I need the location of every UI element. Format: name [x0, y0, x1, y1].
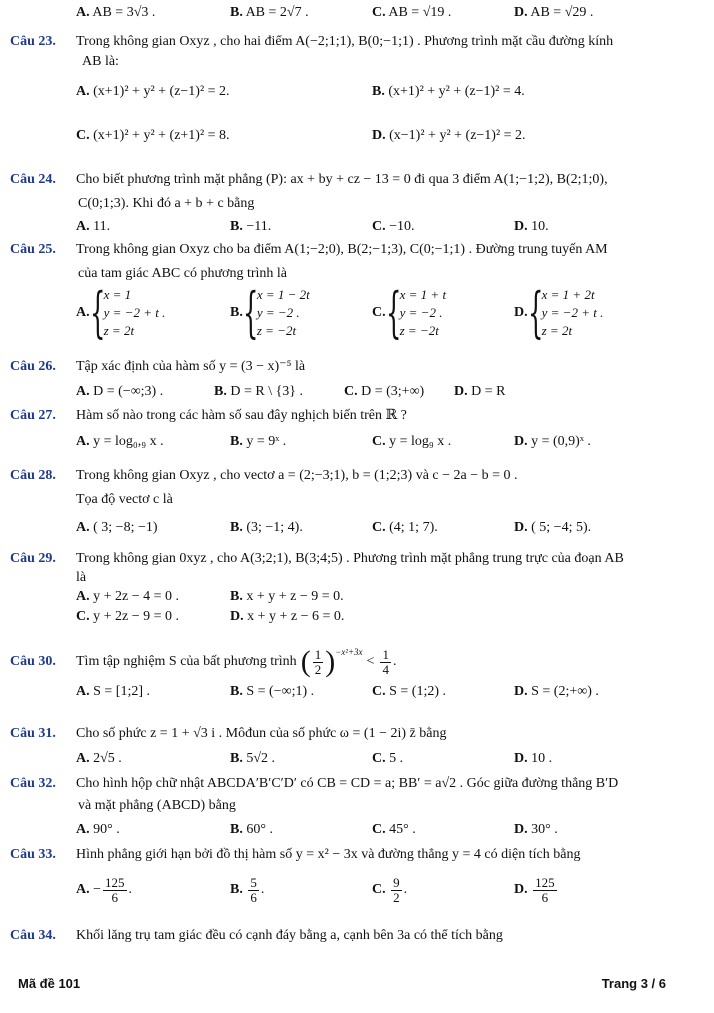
- option-b: B. −11.: [230, 219, 272, 234]
- option-label: A.: [76, 751, 90, 766]
- option-label: D.: [372, 128, 386, 143]
- system-row: y = −2 .: [399, 305, 443, 320]
- option-c: C. (x+1)² + y² + (z+1)² = 8.: [76, 128, 230, 143]
- option-label: C.: [372, 434, 386, 449]
- option-label: A.: [76, 882, 90, 897]
- question-number: Câu 24.: [10, 172, 56, 187]
- option-b: B. D = R \ {3} .: [214, 384, 304, 399]
- option-b: B. S = (−∞;1) .: [230, 684, 315, 699]
- option-b: B. $\frac{5}{6}$ .: [230, 873, 264, 907]
- option-c: C. AB = √19 .: [372, 5, 452, 20]
- option-label: B.: [230, 219, 243, 234]
- question-text: Hàm số nào trong các hàm số sau đây nghịch biến trên ℝ ?: [76, 408, 407, 423]
- question-32: [10, 774, 694, 794]
- option-b: B. 5√2 .: [230, 751, 276, 766]
- option-d: D. x + y + z − 6 = 0.: [230, 609, 345, 624]
- brace-icon: {: [527, 281, 544, 344]
- option-label: D.: [514, 684, 528, 699]
- option-c: [372, 281, 447, 344]
- system-row: x = 1 − 2t: [256, 287, 310, 302]
- option-label: C.: [372, 219, 386, 234]
- option-a: A. (x+1)² + y² + (z−1)² = 2.: [76, 84, 230, 99]
- question-text: Trong không gian Oxyz cho ba điểm A(1;−2;0), B(2;−1;3), C(0;−1;1) . Đường trung tuyến AM: [76, 242, 608, 257]
- option-d: D. AB = √29 .: [514, 5, 594, 20]
- option-d: D. y = (0,9)ˣ .: [514, 434, 591, 449]
- option-label: D.: [514, 5, 528, 20]
- brace-icon: {: [89, 281, 106, 344]
- option-d: D. (x−1)² + y² + (z−1)² = 2.: [372, 128, 526, 143]
- fraction: $\frac{9}{2}$: [393, 874, 400, 905]
- option-b: B. AB = 2√7 .: [230, 5, 309, 20]
- system-row: z = 2t: [541, 323, 573, 338]
- option-label: C.: [76, 128, 90, 143]
- option-label: C.: [372, 5, 386, 20]
- question-29: [10, 549, 694, 569]
- option-a: [76, 281, 166, 344]
- option-label: C.: [372, 684, 386, 699]
- option-label: D.: [514, 520, 528, 535]
- option-c: C. (4; 1; 7).: [372, 520, 438, 535]
- period: .: [392, 654, 397, 669]
- fraction: $\frac{5}{6}$: [250, 874, 257, 905]
- option-label: A.: [76, 5, 90, 20]
- fraction: $\frac{125}{6}$: [535, 874, 555, 905]
- minus-sign: −: [93, 882, 102, 897]
- question-text-cont: của tam giác ABC có phương trình là: [78, 266, 288, 281]
- system-row: x = 1: [103, 287, 132, 302]
- question-text-cont: AB là:: [82, 54, 119, 69]
- option-a: A. S = [1;2] .: [76, 684, 151, 699]
- less-than: <: [366, 654, 375, 669]
- question-text: Khối lăng trụ tam giác đều có cạnh đáy bằng a, cạnh bên 3a có thể tích bằng: [76, 928, 503, 943]
- option-label: D.: [514, 434, 528, 449]
- option-label: B.: [214, 384, 227, 399]
- option-b: B. 60° .: [230, 822, 273, 837]
- option-b: [230, 281, 310, 344]
- system-row: y = −2 .: [256, 305, 300, 320]
- option-a: A. y + 2z − 4 = 0 .: [76, 589, 180, 604]
- option-d: D. 10 .: [514, 751, 553, 766]
- question-text: Cho hình hộp chữ nhật ABCDA′B′C′D′ có CB = CD = a; BB′ = a√2 . Góc giữa đường thẳng B′D: [76, 776, 619, 791]
- question-text: Cho biết phương trình mặt phẳng (P): ax + by + cz − 13 = 0 đi qua 3 điểm A(1;−1;2), B(2;1;0),: [76, 172, 608, 187]
- option-label: A.: [76, 84, 90, 99]
- question-26: [10, 357, 694, 377]
- question-number: Câu 32.: [10, 776, 56, 791]
- option-label: C.: [372, 882, 386, 897]
- option-label: B.: [230, 305, 243, 320]
- option-label: B.: [230, 882, 243, 897]
- option-label: A.: [76, 434, 90, 449]
- option-label: A.: [76, 384, 90, 399]
- option-c: C. 45° .: [372, 822, 416, 837]
- option-label: A.: [76, 520, 90, 535]
- option-d: [514, 873, 559, 907]
- question-text-cont: Tọa độ vectơ c là: [76, 492, 173, 507]
- option-label: A.: [76, 219, 90, 234]
- brace-icon: {: [242, 281, 259, 344]
- option-a: A. AB = 3√3 .: [76, 5, 156, 20]
- paren-close: ): [325, 645, 336, 678]
- option-label: B.: [230, 5, 243, 20]
- system-row: z = 2t: [103, 323, 135, 338]
- system-row: z = −2t: [256, 323, 297, 338]
- question-number: Câu 31.: [10, 726, 56, 741]
- exponent: −x²+3x: [335, 647, 363, 657]
- option-c: C. −10.: [372, 219, 415, 234]
- question-text-cont: và mặt phẳng (ABCD) bằng: [78, 798, 236, 813]
- question-text: Trong không gian 0xyz , cho A(3;2;1), B(3;4;5) . Phương trình mặt phẳng trung trực của đoạn AB: [76, 551, 624, 566]
- question-text-cont: là: [76, 570, 87, 585]
- option-d: D. S = (2;+∞) .: [514, 684, 599, 699]
- question-number: Câu 33.: [10, 847, 56, 862]
- option-label: A.: [76, 822, 90, 837]
- option-label: C.: [344, 384, 358, 399]
- option-b: B. x + y + z − 9 = 0.: [230, 589, 344, 604]
- question-number: Câu 27.: [10, 408, 56, 423]
- option-label: B.: [230, 434, 243, 449]
- option-d: [514, 281, 604, 344]
- question-text: Tập xác định của hàm số y = (3 − x)⁻⁵ là: [76, 359, 306, 374]
- option-a: A. − $\frac{125}{6}$ .: [76, 873, 132, 907]
- option-label: A.: [76, 305, 90, 320]
- option-label: A.: [76, 684, 90, 699]
- question-28: [10, 466, 694, 486]
- question-33: [10, 845, 694, 865]
- option-label: B.: [230, 822, 243, 837]
- option-label: D.: [514, 305, 528, 320]
- option-d: D. 10.: [514, 219, 549, 234]
- option-label: B.: [230, 751, 243, 766]
- question-23: [10, 32, 694, 52]
- question-27: [10, 406, 694, 426]
- option-label: C.: [372, 751, 386, 766]
- brace-icon: {: [385, 281, 402, 344]
- option-label: B.: [230, 520, 243, 535]
- system-row: z = −2t: [399, 323, 439, 338]
- question-text-cont: C(0;1;3). Khi đó a + b + c bằng: [78, 196, 255, 211]
- option-c: C. $\frac{9}{2}$ .: [372, 873, 407, 907]
- option-c: C. y + 2z − 9 = 0 .: [76, 609, 180, 624]
- question-30: [10, 644, 694, 680]
- option-b: B. y = 9ˣ .: [230, 434, 287, 449]
- option-c: C. D = (3;+∞): [344, 384, 425, 399]
- option-label: C.: [372, 520, 386, 535]
- option-label: B.: [230, 589, 243, 604]
- option-label: D.: [514, 882, 528, 897]
- exam-code: Mã đề 101: [18, 976, 81, 991]
- question-number: Câu 29.: [10, 551, 56, 566]
- option-label: D.: [454, 384, 468, 399]
- fraction-quarter: $\frac{1}{4}$: [382, 646, 389, 677]
- fraction-half: $\frac{1}{2}$: [314, 646, 322, 677]
- option-a: A. D = (−∞;3) .: [76, 384, 164, 399]
- question-text: Tìm tập nghiệm S của bất phương trình: [76, 654, 297, 669]
- option-d: D. D = R: [454, 384, 506, 399]
- option-c: C. 5 .: [372, 751, 404, 766]
- option-c: C. S = (1;2) .: [372, 684, 447, 699]
- option-d: D. ( 5; −4; 5).: [514, 520, 592, 535]
- system-row: x = 1 + 2t: [541, 287, 595, 302]
- question-34: [10, 926, 694, 946]
- option-label: D.: [230, 609, 244, 624]
- option-d: D. 30° .: [514, 822, 558, 837]
- option-a: A. 11.: [76, 219, 111, 234]
- option-a: A. ( 3; −8; −1): [76, 520, 158, 535]
- page-number: Trang 3 / 6: [601, 976, 666, 991]
- option-b: B. (3; −1; 4).: [230, 520, 303, 535]
- paren-open: (: [300, 645, 311, 678]
- system-row: x = 1 + t: [399, 287, 447, 302]
- option-a: A. 90° .: [76, 822, 120, 837]
- question-text: Trong không gian Oxyz , cho vectơ a = (2;−3;1), b = (1;2;3) và c − 2a − b = 0 .: [76, 468, 518, 483]
- question-number: Câu 28.: [10, 468, 56, 483]
- question-number: Câu 26.: [10, 359, 56, 374]
- option-label: D.: [514, 822, 528, 837]
- option-label: D.: [514, 219, 528, 234]
- option-label: C.: [76, 609, 90, 624]
- question-text: Hình phẳng giới hạn bởi đồ thị hàm số y = x² − 3x và đường thẳng y = 4 có diện tích bằng: [76, 847, 581, 862]
- question-number: Câu 25.: [10, 242, 56, 257]
- option-label: A.: [76, 589, 90, 604]
- fraction: $\frac{125}{6}$: [105, 874, 125, 905]
- question-text: Cho số phức z = 1 + √3 i . Môđun của số phức ω = (1 − 2i) z̄ bằng: [76, 726, 447, 741]
- question-25: [10, 240, 694, 260]
- option-label: C.: [372, 305, 386, 320]
- question-number: Câu 23.: [10, 34, 56, 49]
- option-b: B. (x+1)² + y² + (z−1)² = 4.: [372, 84, 525, 99]
- question-number: Câu 34.: [10, 928, 56, 943]
- option-label: D.: [514, 751, 528, 766]
- question-31: [10, 724, 694, 744]
- option-label: B.: [230, 684, 243, 699]
- system-row: y = −2 + t .: [541, 305, 604, 320]
- option-label: B.: [372, 84, 385, 99]
- option-label: C.: [372, 822, 386, 837]
- question-number: Câu 30.: [10, 654, 56, 669]
- question-24: [10, 170, 694, 190]
- option-a: A. y = log₀,₉ x .: [76, 434, 164, 449]
- option-c: C. y = log₉ x .: [372, 434, 452, 449]
- system-row: y = −2 + t .: [103, 305, 166, 320]
- question-text: Trong không gian Oxyz , cho hai điểm A(−2;1;1), B(0;−1;1) . Phương trình mặt cầu đường kính: [76, 34, 614, 49]
- option-a: A. 2√5 .: [76, 751, 122, 766]
